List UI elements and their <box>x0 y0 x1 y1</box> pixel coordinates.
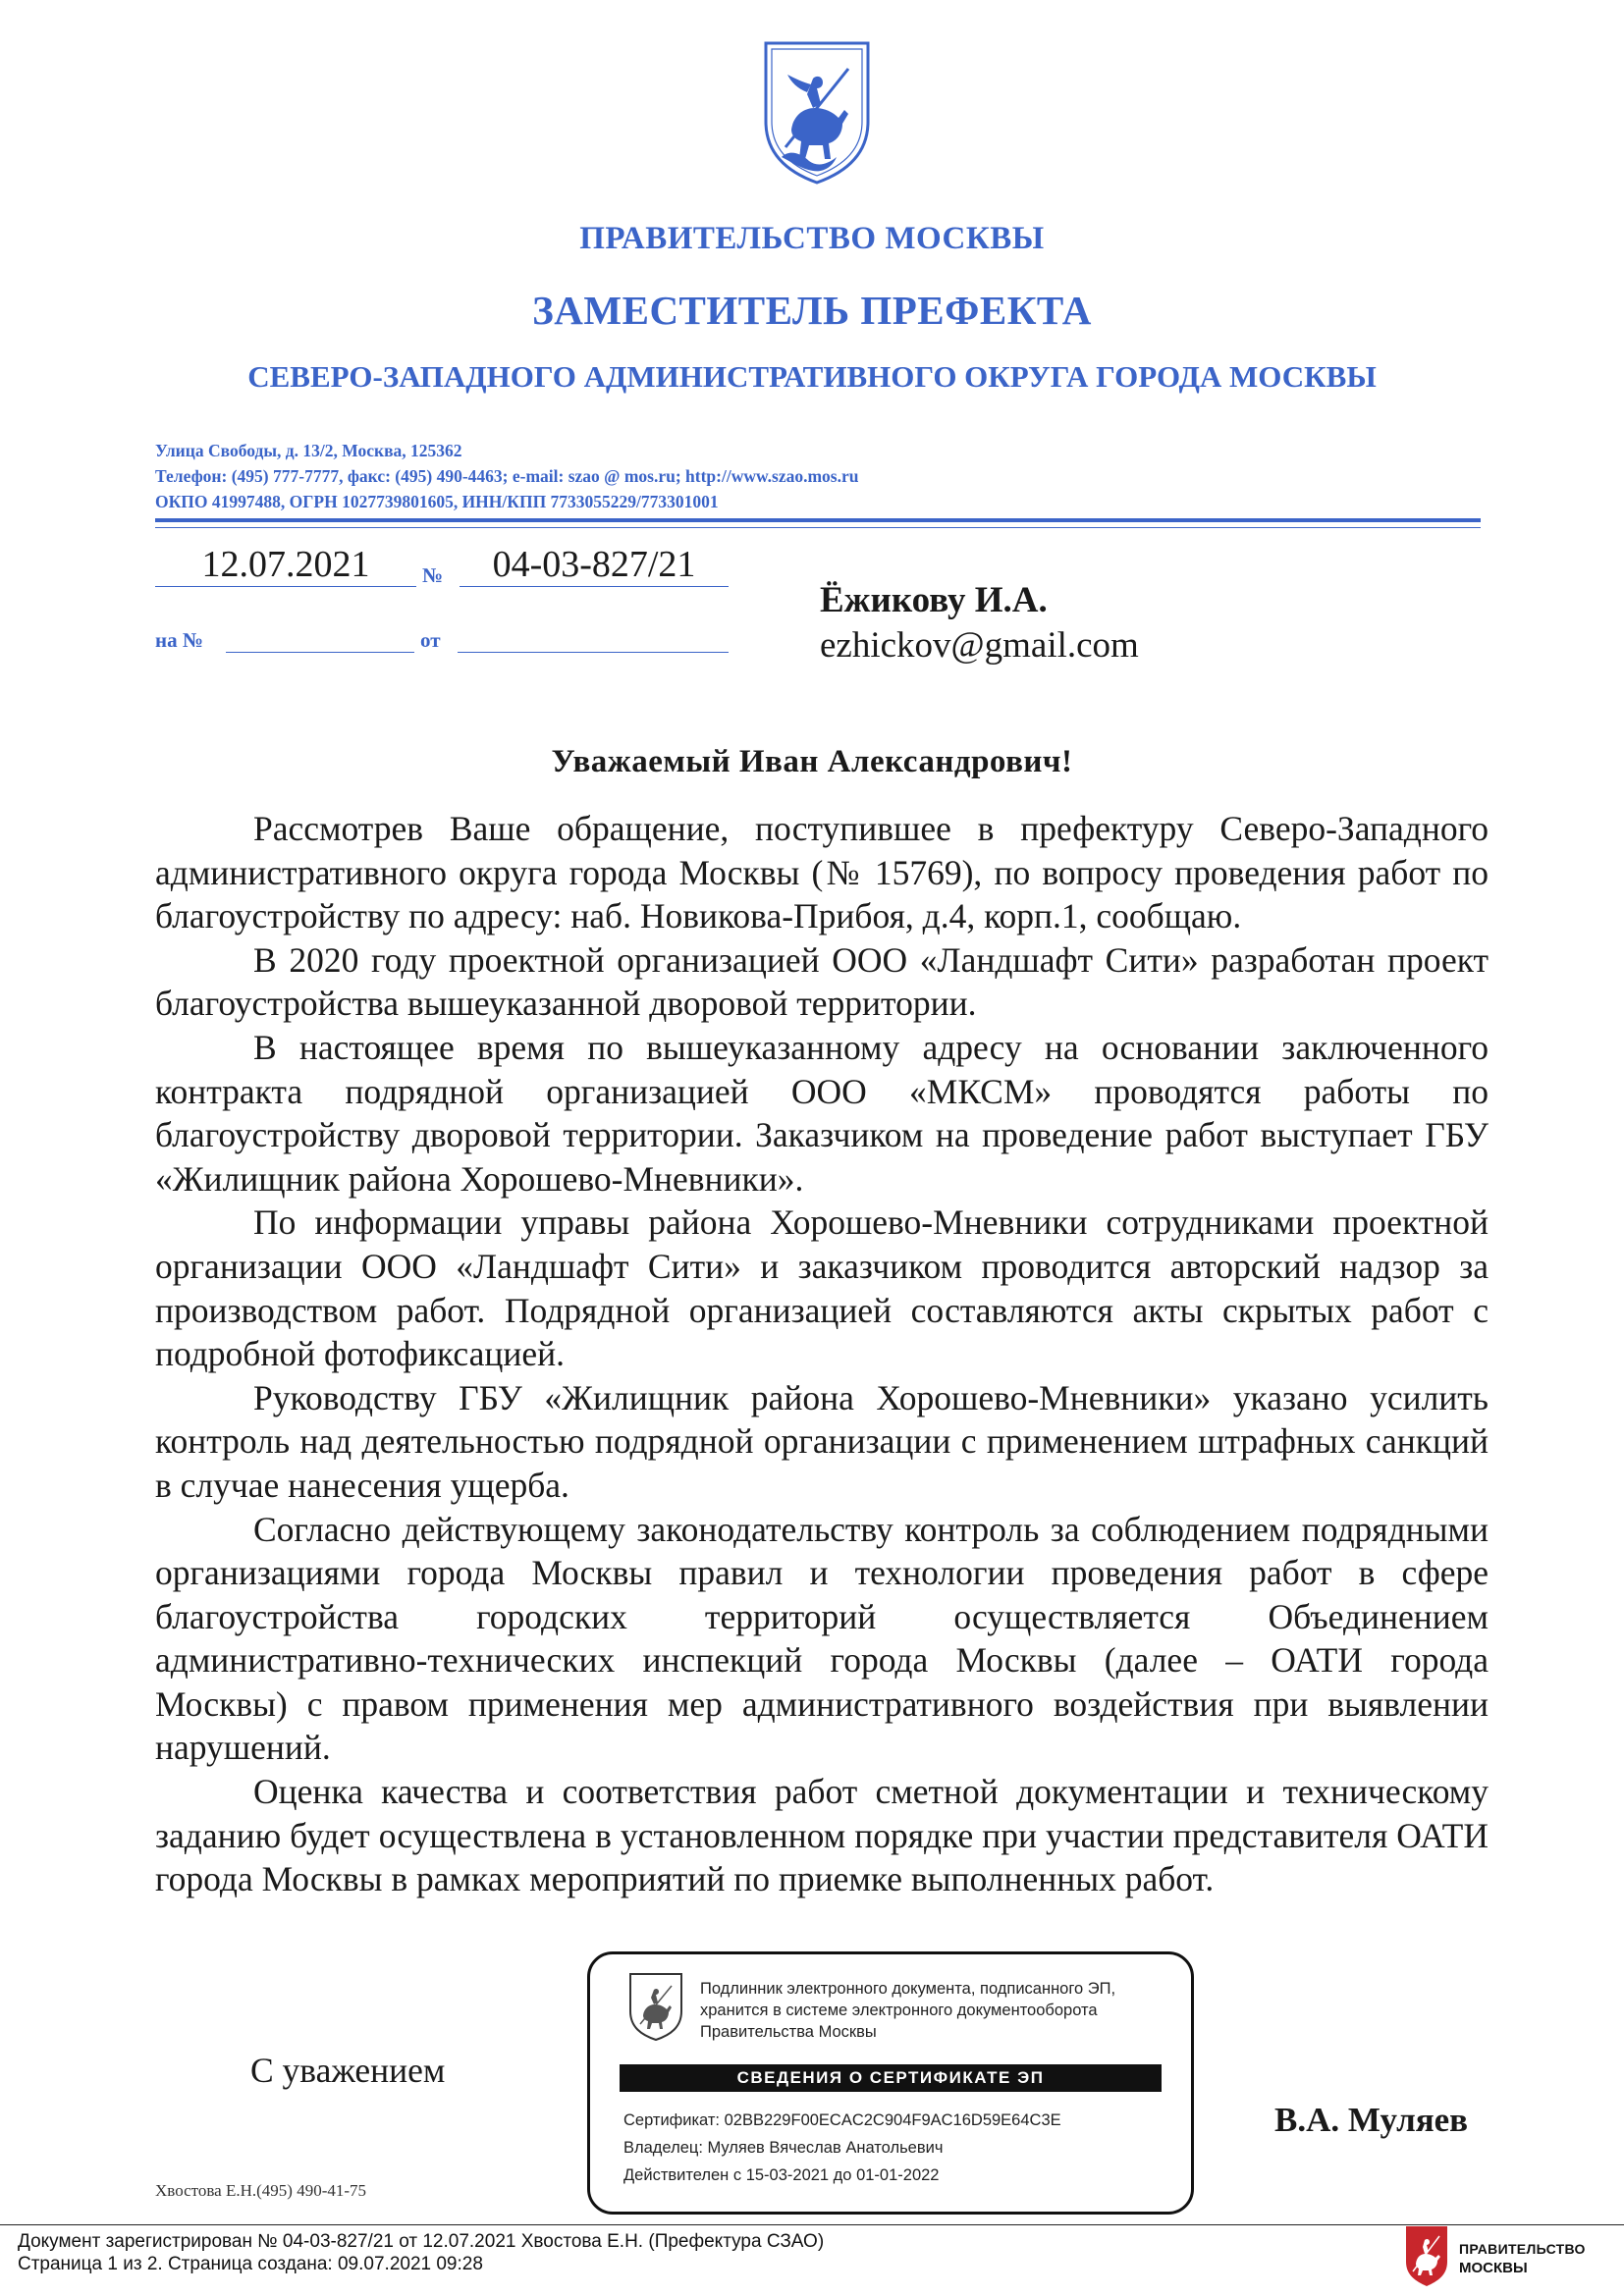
header-divider-thin <box>155 527 1481 528</box>
page-info-footer: Страница 1 из 2. Страница создана: 09.07.2021 09:28 <box>18 2254 483 2274</box>
footer-logo-text <box>1459 2240 1586 2277</box>
okpo-line: ОКПО 41997488, ОГРН 1027739801605, ИНН/КПП 7733055229/773301001 <box>155 492 719 511</box>
document-date: 12.07.2021 <box>201 544 370 585</box>
footer-logo-line: ПРАВИТЕЛЬСТВО <box>1459 2241 1586 2257</box>
signer-name: В.А. Муляев <box>1274 2101 1469 2139</box>
certificate-owner: Владелец: Муляев Вячеслав Анатольевич <box>623 2139 944 2157</box>
paragraph: Оценка качества и соответствия работ сметной документации и техническому заданию будет осуществлена в установленном порядке при участии представителя ОАТИ города Москвы в рамках мероприятий по приемке выполненных работ. <box>155 1772 1489 1899</box>
e-signature-stamp <box>587 1951 1194 2215</box>
recipient-email: ezhickov@gmail.com <box>820 625 1139 666</box>
certificate-validity: Действителен с 15-03-2021 до 01-01-2022 <box>623 2166 940 2184</box>
paragraph: В настоящее время по вышеуказанному адресу на основании заключенного контракта подрядной организацией ООО «МКСМ» проводятся работы по благоустройству дворовой территории. Заказчиком на проведение работ выступает ГБУ «Жилищник района Хорошево-Мневники». <box>155 1027 1489 1199</box>
date-underline <box>155 586 416 587</box>
letter-body <box>155 807 1489 1901</box>
reference-date-underline <box>458 652 729 653</box>
executor-contact: Хвостова Е.Н.(495) 490-41-75 <box>155 2181 367 2200</box>
reference-date-label: от <box>420 628 441 652</box>
number-label: № <box>422 563 444 587</box>
coat-of-arms-icon <box>758 39 876 185</box>
document-number: 04-03-827/21 <box>492 544 696 585</box>
reference-number-label: на № <box>155 628 203 652</box>
okrug-title: СЕВЕРО-ЗАПАДНОГО АДМИНИСТРАТИВНОГО ОКРУГА ГОРОДА МОСКВЫ <box>247 359 1377 394</box>
moscow-government-logo-icon <box>1404 2224 1449 2287</box>
footer-divider <box>0 2224 1624 2225</box>
paragraph: В 2020 году проектной организацией ООО «Ландшафт Сити» разработан проект благоустройства вышеуказанной дворовой территории. <box>155 939 1489 1024</box>
department-title: ЗАМЕСТИТЕЛЬ ПРЕФЕКТА <box>532 288 1092 333</box>
paragraph: По информации управы района Хорошево-Мневники сотрудниками проектной организации ООО «Ландшафт Сити» и заказчиком проводится авторский надзор за производством работ. Подрядной организацией составляются акты скрытых работ с подробной фотофиксацией. <box>155 1202 1489 1374</box>
recipient-name: Ёжикову И.А. <box>820 580 1048 620</box>
phone-line: Телефон: (495) 777-7777, факс: (495) 490-4463; e-mail: szao @ mos.ru; http://www.szao.mos.ru <box>155 466 859 486</box>
stamp-text-line: Правительства Москвы <box>700 2023 877 2041</box>
stamp-text-line: хранится в системе электронного документооборота <box>700 2002 1098 2019</box>
paragraph: Рассмотрев Ваше обращение, поступившее в префектуру Северо-Западного административного округа города Москвы (№ 15769), по вопросу проведения работ по благоустройству по адресу: наб. Новикова-Прибоя, д.4, корп.1, сообщаю. <box>155 809 1489 936</box>
address-line: Улица Свободы, д. 13/2, Москва, 125362 <box>155 441 462 460</box>
greeting: Уважаемый Иван Александрович! <box>551 744 1073 779</box>
header-divider <box>155 518 1481 522</box>
registration-footer: Документ зарегистрирован № 04-03-827/21 от 12.07.2021 Хвостова Е.Н. (Префектура СЗАО) <box>18 2231 825 2252</box>
closing: С уважением <box>250 2051 446 2090</box>
paragraph: Согласно действующему законодательству контроль за соблюдением подрядными организациями города Москвы правил и технологии проведения работ в сфере благоустройства городских территорий осуществляется Объединением административно-технических инспекций города Москвы (далее – ОАТИ города Москвы) с правом применения мер административного воздействия при выявлении нарушений. <box>155 1509 1489 1768</box>
government-title: ПРАВИТЕЛЬСТВО МОСКВЫ <box>579 221 1045 256</box>
stamp-crest-icon <box>627 1972 684 2041</box>
stamp-text-line: Подлинник электронного документа, подписанного ЭП, <box>700 1980 1116 1998</box>
reference-number-underline <box>226 652 414 653</box>
number-underline <box>460 586 729 587</box>
paragraph: Руководству ГБУ «Жилищник района Хорошево-Мневники» указано усилить контроль над деятельностью подрядной организации с применением штрафных санкций в случае нанесения ущерба. <box>155 1377 1489 1505</box>
certificate-id: Сертификат: 02BB229F00ECAC2C904F9AC16D59E64C3E <box>623 2111 1061 2129</box>
certificate-header-bar: СВЕДЕНИЯ О СЕРТИФИКАТЕ ЭП <box>620 2064 1162 2092</box>
footer-logo-line: МОСКВЫ <box>1459 2260 1528 2276</box>
